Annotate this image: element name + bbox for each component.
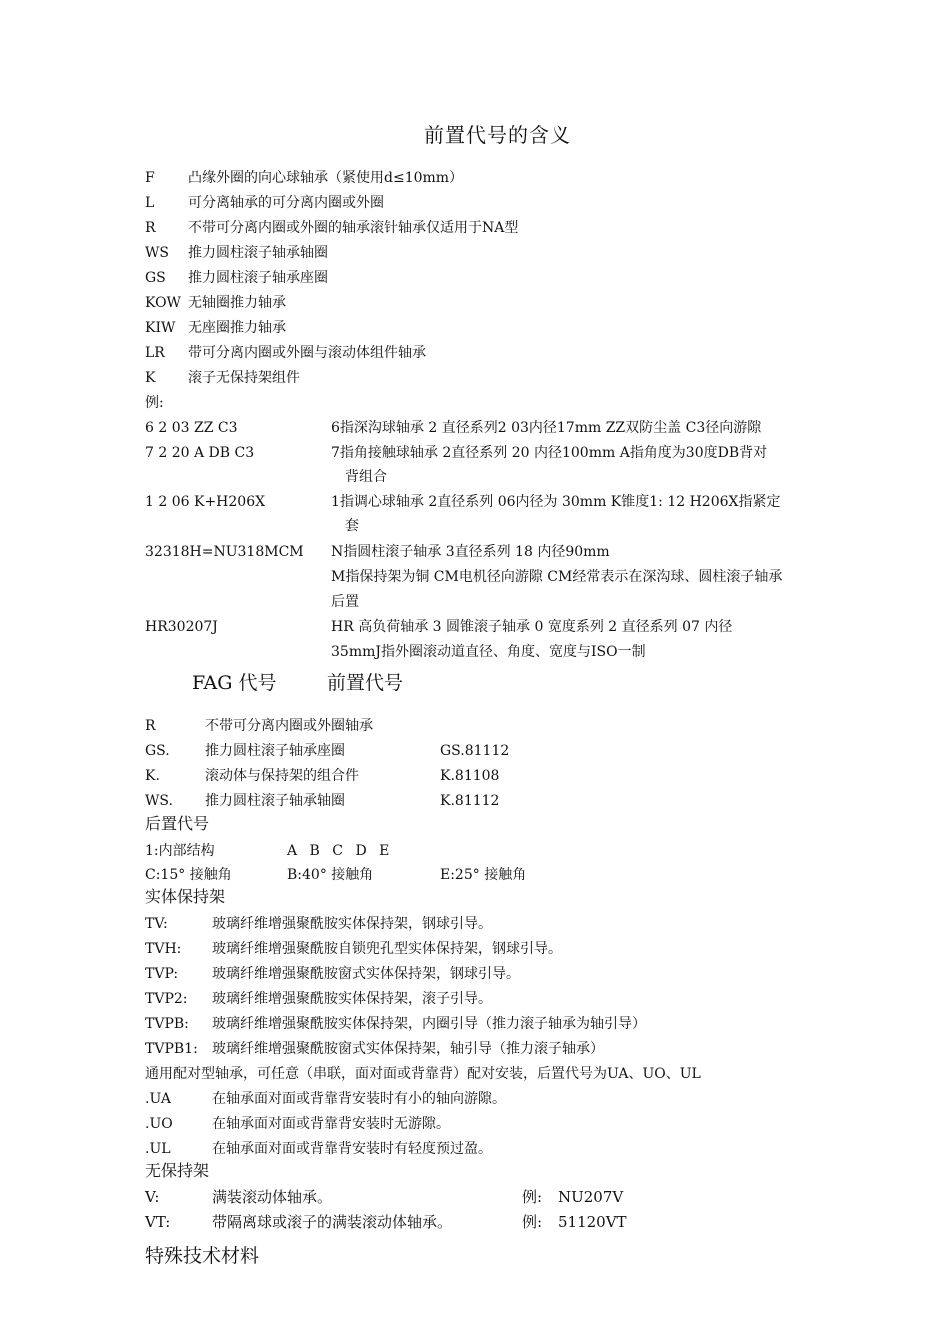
suffix-row1-a: 1:内部结构 — [145, 843, 215, 859]
prefix-code-7: LR — [145, 345, 165, 361]
fag-code-0: R — [145, 718, 156, 734]
solid-cage-code-1: TVH: — [145, 941, 182, 957]
solid-cage-code-3: TVP2: — [145, 991, 188, 1007]
pair-desc-2: 在轴承面对面或背靠背安装时有轻度预过盈。 — [212, 1141, 492, 1157]
prefix-desc-7: 带可分离内圈或外圈与滚动体组件轴承 — [188, 345, 426, 361]
solid-cage-code-0: TV: — [145, 916, 168, 932]
no-cage-desc-1: 带隔离球或滚子的满装滚动体轴承。 — [212, 1213, 453, 1231]
prefix-desc-3: 推力圆柱滚子轴承轴圈 — [188, 245, 328, 261]
fag-code-3: WS. — [145, 793, 173, 809]
prefix-code-2: R — [145, 220, 156, 236]
no-cage-code-0: V: — [145, 1188, 160, 1206]
pair-code-0: .UA — [145, 1091, 171, 1107]
prefix-desc-8: 滚子无保持架组件 — [188, 370, 300, 386]
suffix-row2-c: E:25° 接触角 — [440, 867, 527, 883]
prefix-code-6: KIW — [145, 320, 176, 336]
no-cage-desc-0: 满装滚动体轴承。 — [212, 1188, 333, 1206]
example-line: HR 高负荷轴承 3 圆锥滚子轴承 0 宽度系列 2 直径系列 07 内径 — [331, 619, 733, 635]
example-line: 1指调心球轴承 2直径系列 06内径为 30mm K锥度1: 12 H206X指紧定 — [331, 494, 781, 510]
solid-cage-heading: 实体保持架 — [145, 887, 226, 906]
fag-heading-right: 前置代号 — [327, 672, 404, 694]
no-cage-ex-1: 51120VT — [558, 1213, 627, 1231]
example-label: 例: — [145, 395, 164, 411]
pair-code-2: .UL — [145, 1141, 171, 1157]
prefix-code-5: KOW — [145, 295, 181, 311]
example-line: 7指角接触球轴承 2直径系列 20 内径100mm A指角度为30度DB背对 — [331, 445, 768, 461]
solid-cage-desc-0: 玻璃纤维增强聚酰胺实体保持架，钢球引导。 — [212, 916, 492, 932]
solid-cage-code-5: TVPB1: — [145, 1041, 198, 1057]
suffix-heading: 后置代号 — [145, 814, 210, 833]
solid-cage-desc-3: 玻璃纤维增强聚酰胺实体保持架，滚子引导。 — [212, 991, 492, 1007]
pair-code-1: .UO — [145, 1116, 173, 1132]
prefix-desc-0: 凸缘外圈的向心球轴承（紧使用d≤10mm） — [188, 170, 464, 186]
no-cage-heading: 无保持架 — [145, 1161, 210, 1180]
fag-heading-left: FAG 代号 — [192, 672, 277, 694]
prefix-code-1: L — [145, 195, 155, 211]
example-line: 6指深沟球轴承 2 直径系列2 03内径17mm ZZ双防尘盖 C3径向游隙 — [331, 420, 762, 436]
example-code-4: HR30207J — [145, 619, 218, 635]
fag-code-2: K. — [145, 768, 160, 784]
fag-desc-3: 推力圆柱滚子轴承轴圈 — [205, 793, 345, 809]
fag-code-1: GS. — [145, 743, 170, 759]
fag-example-3: K.81112 — [440, 793, 500, 809]
no-cage-code-1: VT: — [145, 1213, 171, 1231]
fag-example-1: GS.81112 — [440, 743, 510, 759]
no-cage-ex-label-1: 例: — [522, 1213, 543, 1231]
solid-cage-desc-1: 玻璃纤维增强聚酰胺自锁兜孔型实体保持架，钢球引导。 — [212, 941, 562, 957]
no-cage-ex-0: NU207V — [558, 1188, 624, 1206]
example-line: 背组合 — [345, 469, 387, 485]
solid-cage-desc-4: 玻璃纤维增强聚酰胺实体保持架，内圈引导（推力滚子轴承为轴引导） — [212, 1016, 646, 1032]
fag-desc-1: 推力圆柱滚子轴承座圈 — [205, 743, 345, 759]
example-line: N指圆柱滚子轴承 3直径系列 18 内径90mm — [331, 544, 610, 560]
example-code-3: 32318H=NU318MCM — [145, 544, 304, 560]
example-line: 套 — [345, 518, 359, 534]
prefix-desc-2: 不带可分离内圈或外圈的轴承滚针轴承仅适用于NA型 — [188, 220, 519, 236]
solid-cage-code-4: TVPB: — [145, 1016, 189, 1032]
example-code-1: 7 2 20 A DB C3 — [145, 445, 255, 461]
example-line: 35mmJ指外圈滚动道直径、角度、宽度与ISO一制 — [331, 644, 646, 660]
prefix-desc-5: 无轴圈推力轴承 — [188, 295, 286, 311]
pair-desc-1: 在轴承面对面或背靠背安装时无游隙。 — [212, 1116, 450, 1132]
prefix-desc-4: 推力圆柱滚子轴承座圈 — [188, 270, 328, 286]
fag-desc-0: 不带可分离内圈或外圈轴承 — [205, 718, 373, 734]
example-code-2: 1 2 06 K+H206X — [145, 494, 266, 510]
prefix-code-8: K — [145, 370, 156, 386]
prefix-desc-1: 可分离轴承的可分离内圈或外圈 — [188, 195, 384, 211]
example-line: M指保持架为铜 CM电机径向游隙 CM经常表示在深沟球、圆柱滚子轴承 — [331, 569, 783, 585]
prefix-code-3: WS — [145, 245, 169, 261]
solid-cage-desc-5: 玻璃纤维增强聚酰胺窗式实体保持架，轴引导（推力滚子轴承） — [212, 1041, 604, 1057]
page-title: 前置代号的含义 — [424, 123, 571, 147]
solid-cage-code-2: TVP: — [145, 966, 179, 982]
special-heading: 特殊技术材料 — [145, 1245, 260, 1267]
pair-note: 通用配对型轴承，可任意（串联，面对面或背靠背）配对安装，后置代号为UA、UO、UL — [145, 1066, 701, 1082]
suffix-row2-b: B:40° 接触角 — [287, 867, 374, 883]
prefix-code-4: GS — [145, 270, 166, 286]
no-cage-ex-label-0: 例: — [522, 1188, 543, 1206]
pair-desc-0: 在轴承面对面或背靠背安装时有小的轴向游隙。 — [212, 1091, 506, 1107]
example-line: 后置 — [331, 594, 359, 610]
prefix-desc-6: 无座圈推力轴承 — [188, 320, 286, 336]
suffix-row1-b: A B C D E — [287, 843, 394, 859]
example-code-0: 6 2 03 ZZ C3 — [145, 420, 238, 436]
solid-cage-desc-2: 玻璃纤维增强聚酰胺窗式实体保持架，钢球引导。 — [212, 966, 520, 982]
fag-example-2: K.81108 — [440, 768, 500, 784]
suffix-row2-a: C:15° 接触角 — [145, 867, 232, 883]
fag-desc-2: 滚动体与保持架的组合件 — [205, 768, 359, 784]
prefix-code-0: F — [145, 170, 155, 186]
